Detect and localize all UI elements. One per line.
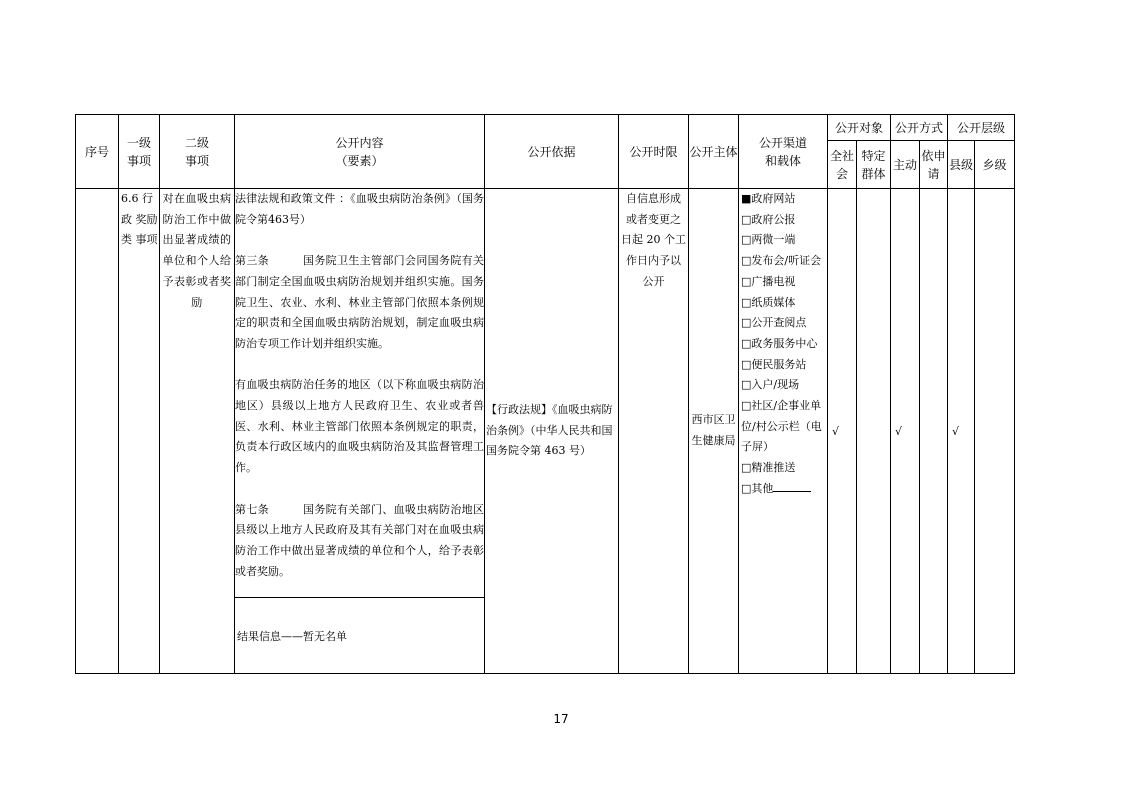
- header-target: 公开对象: [828, 115, 891, 141]
- cell-method-active: √: [891, 189, 920, 674]
- cell-channels: [739, 189, 828, 674]
- cell-level-township: [975, 189, 1015, 674]
- header-deadline: 公开时限: [619, 115, 689, 189]
- channel-item: □纸质媒体: [741, 295, 796, 309]
- header-target-all: [828, 141, 857, 189]
- header-channel: [739, 115, 828, 189]
- header-level1-line2: 事项: [126, 153, 151, 168]
- header-target-specific-line1: 特定: [861, 148, 886, 163]
- content-paragraph-4: 第七条 国务院有关部门、血吸虫病防治地区县级以上地方人民政府及其有关部门对在血吸虫病防治工作中做出显著成绩的单位和个人，给予表彰或者奖励。: [235, 502, 484, 578]
- channel-item: □公开查阅点: [741, 316, 807, 330]
- content-paragraph-3: 有血吸虫病防治任务的地区（以下称血吸虫病防治地区）县级以上地方人民政府卫生、农业或者兽医、水利、林业主管部门依照本条例规定的职责，负责本行政区域内的血吸虫病防治及其监督管理工作。: [235, 378, 484, 475]
- cell-deadline: 自信息形成或者变更之日起 20 个工作日内予以公开: [619, 189, 689, 674]
- header-method-active: 主动: [891, 141, 920, 189]
- channel-item: □两微一端: [741, 233, 796, 247]
- header-content-line2: （要素）: [335, 153, 384, 168]
- cell-target-all: √: [828, 189, 857, 674]
- header-level-county: 县级: [948, 141, 975, 189]
- header-content: [235, 115, 485, 189]
- header-level-township: 乡级: [975, 141, 1015, 189]
- cell-content-result: 结果信息——暂无名单: [235, 598, 485, 674]
- header-subject: 公开主体: [689, 115, 739, 189]
- header-basis: 公开依据: [485, 115, 619, 189]
- cell-subject: 西市区卫生健康局: [689, 189, 739, 674]
- channel-item: □发布会/听证会: [741, 254, 822, 268]
- channel-item: □入户/现场: [741, 378, 800, 392]
- header-level2-line1: 二级: [184, 135, 209, 150]
- cell-method-request: [920, 189, 948, 674]
- cell-basis: 【行政法规】《血吸虫病防治条例》（中华人民共和国国务院令第 463 号）: [485, 189, 619, 674]
- header-method-request: [920, 141, 948, 189]
- header-channel-line2: 和载体: [764, 153, 801, 168]
- header-method-request-line1: 依申: [921, 148, 946, 163]
- cell-level-county: √: [948, 189, 975, 674]
- content-paragraph-2: 第三条 国务院卫生主管部门会同国务院有关部门制定全国血吸虫病防治规划并组织实施。国务院卫生、农业、水利、林业主管部门依照本条例规定的职责和全国血吸虫病防治规划，制定血吸虫病防治专项工作计划并组织实施。: [235, 254, 484, 350]
- header-channel-line1: 公开渠道: [758, 135, 807, 150]
- channel-item: □社区/企事业单位/村公示栏（电子屏）: [741, 399, 822, 454]
- channel-item: □便民服务站: [741, 357, 807, 371]
- page-number: 17: [553, 712, 569, 726]
- channel-item: □政务服务中心: [741, 336, 818, 350]
- header-seq: 序号: [76, 115, 119, 189]
- header-level2: [160, 115, 235, 189]
- header-content-line1: 公开内容: [335, 135, 384, 150]
- cell-target-specific: [857, 189, 891, 674]
- channel-item: □精准推送: [741, 461, 796, 475]
- header-method-request-line2: 请: [927, 166, 940, 181]
- header-method: 公开方式: [891, 115, 948, 141]
- header-target-all-line2: 会: [835, 166, 848, 181]
- disclosure-table: [75, 114, 1015, 674]
- cell-content-elements: [235, 189, 485, 598]
- header-target-all-line1: 全社: [829, 148, 854, 163]
- cell-seq: [76, 189, 119, 674]
- channel-item: □广播电视: [741, 274, 796, 288]
- channel-item: □政府公报: [741, 212, 796, 226]
- header-target-specific: [857, 141, 891, 189]
- channel-item: ■政府网站: [741, 192, 796, 205]
- channel-item-other: [741, 479, 827, 500]
- header-level2-line2: 事项: [184, 153, 209, 168]
- header-level1: [119, 115, 160, 189]
- header-level: 公开层级: [948, 115, 1015, 141]
- header-target-specific-line2: 群体: [861, 166, 886, 181]
- cell-level1: 6.6 行 政 奖励 类 事项: [119, 189, 160, 674]
- cell-level2: 对在血吸虫病防治工作中做出显著成绩的单位和个人给予表彰或者奖励: [160, 189, 235, 674]
- header-level1-line1: 一级: [126, 135, 151, 150]
- content-paragraph-1: 法律法规和政策文件 ：《血吸虫病防治条例》（国务院令第463号）: [235, 192, 484, 226]
- blank-line: [773, 481, 811, 492]
- channel-other-label: □其他: [741, 481, 774, 495]
